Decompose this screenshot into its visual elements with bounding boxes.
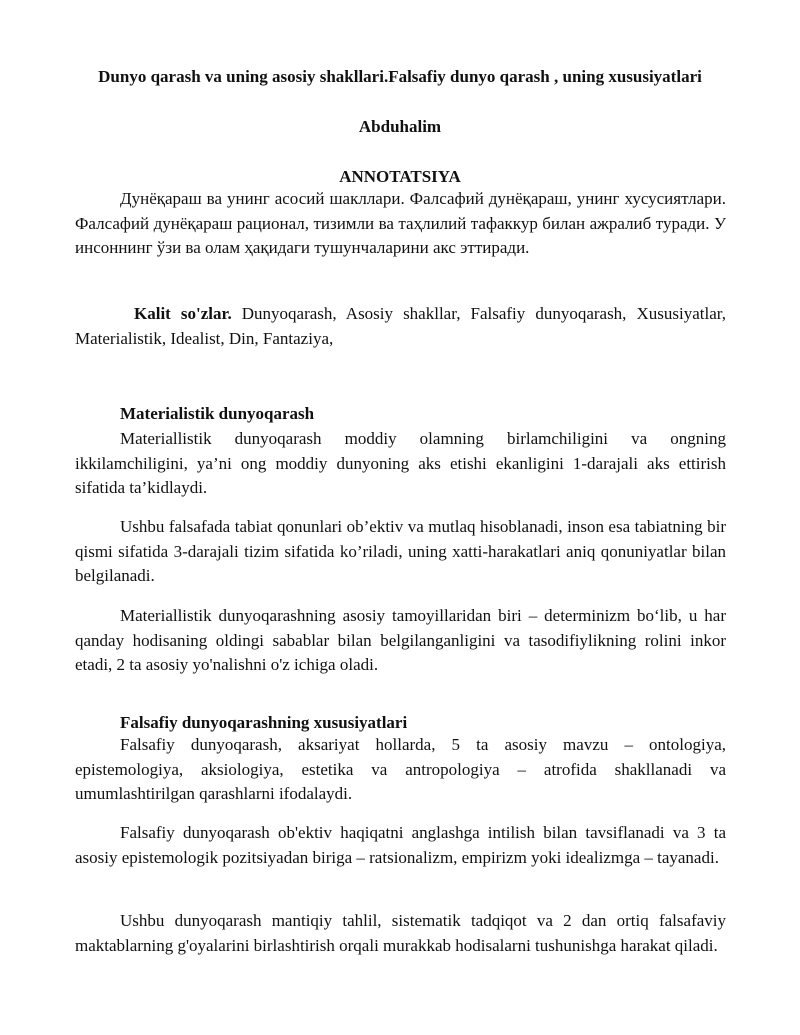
section-paragraph: Falsafiy dunyoqarash ob'ektiv haqiqatni anglashga intilish bilan tavsiflanadi va 3 ta asosiy epistemologik pozitsiyadan biriga – ratsionalizm, empirizm yoki idealizmga – tayanadi.: [75, 823, 726, 867]
section-paragraph: Falsafiy dunyoqarash, aksariyat hollarda, 5 ta asosiy mavzu – ontologiya, epistemologiya, aksiologiya, estetika va antropologiya – atrofida shakllanadi va umumlashtirilgan qarashlarni ifodalaydi.: [75, 735, 726, 803]
annotation-heading: ANNOTATSIYA: [339, 167, 461, 186]
section-paragraph: Materiallistik dunyoqarashning asosiy tamoyillaridan biri – determinizm bo‘lib, u har qanday hodisaning oldingi sabablar bilan belgilanganligini va tasodifiylikning rolini inkor etadi, 2 ta asosiy yo'nalishni o'z ichiga oladi.: [75, 606, 726, 674]
section-paragraph: Ushbu dunyoqarash mantiqiy tahlil, sistematik tadqiqot va 2 dan ortiq falsafaviy maktablarning g'oyalarini birlashtirish orqali murakkab hodisalarni tushunishga harakat qiladi.: [75, 911, 726, 955]
keywords-label: Kalit so'zlar.: [134, 304, 232, 323]
document-title: Dunyo qarash va uning asosiy shakllari.Falsafiy dunyo qarash , uning xususiyatlari: [98, 67, 702, 86]
section-heading-falsafiy: Falsafiy dunyoqarashning xususiyatlari: [120, 713, 408, 732]
keywords-paragraph: [75, 302, 726, 351]
annotation-paragraph: Дунёқараш ва унинг асосий шакллари. Фалсафий дунёқараш, унинг хусусиятлари. Фалсафий дунёқараш рационал, тизимли ва таҳлилий тафаккур билан ажралиб туради. У инсоннинг ўзи ва олам ҳақидаги тушунчаларини акс эттиради.: [75, 189, 726, 257]
keywords-list: Dunyoqarash, Asosiy shakllar, Falsafiy dunyoqarash, Xususiyatlar, Materialistik, Idealist, Din, Fantaziya,: [75, 304, 726, 348]
section-paragraph: Ushbu falsafada tabiat qonunlari ob’ektiv va mutlaq hisoblanadi, inson esa tabiatning bir qismi sifatida 3-darajali tizim sifatida ko’riladi, uning xatti-harakatlari aniq qonuniyatlar bilan belgilanadi.: [75, 517, 726, 585]
section-heading-materialistik: Materialistik dunyoqarash: [120, 404, 315, 423]
section-paragraph: Materiallistik dunyoqarash moddiy olamning birlamchiligini va ongning ikkilamchiligini, ya’ni ong moddiy dunyoning aks etishi ekanligini 1-darajali aks ettirish sifatida ta’kidlaydi.: [75, 429, 726, 497]
author-name: Abduhalim: [358, 117, 442, 136]
